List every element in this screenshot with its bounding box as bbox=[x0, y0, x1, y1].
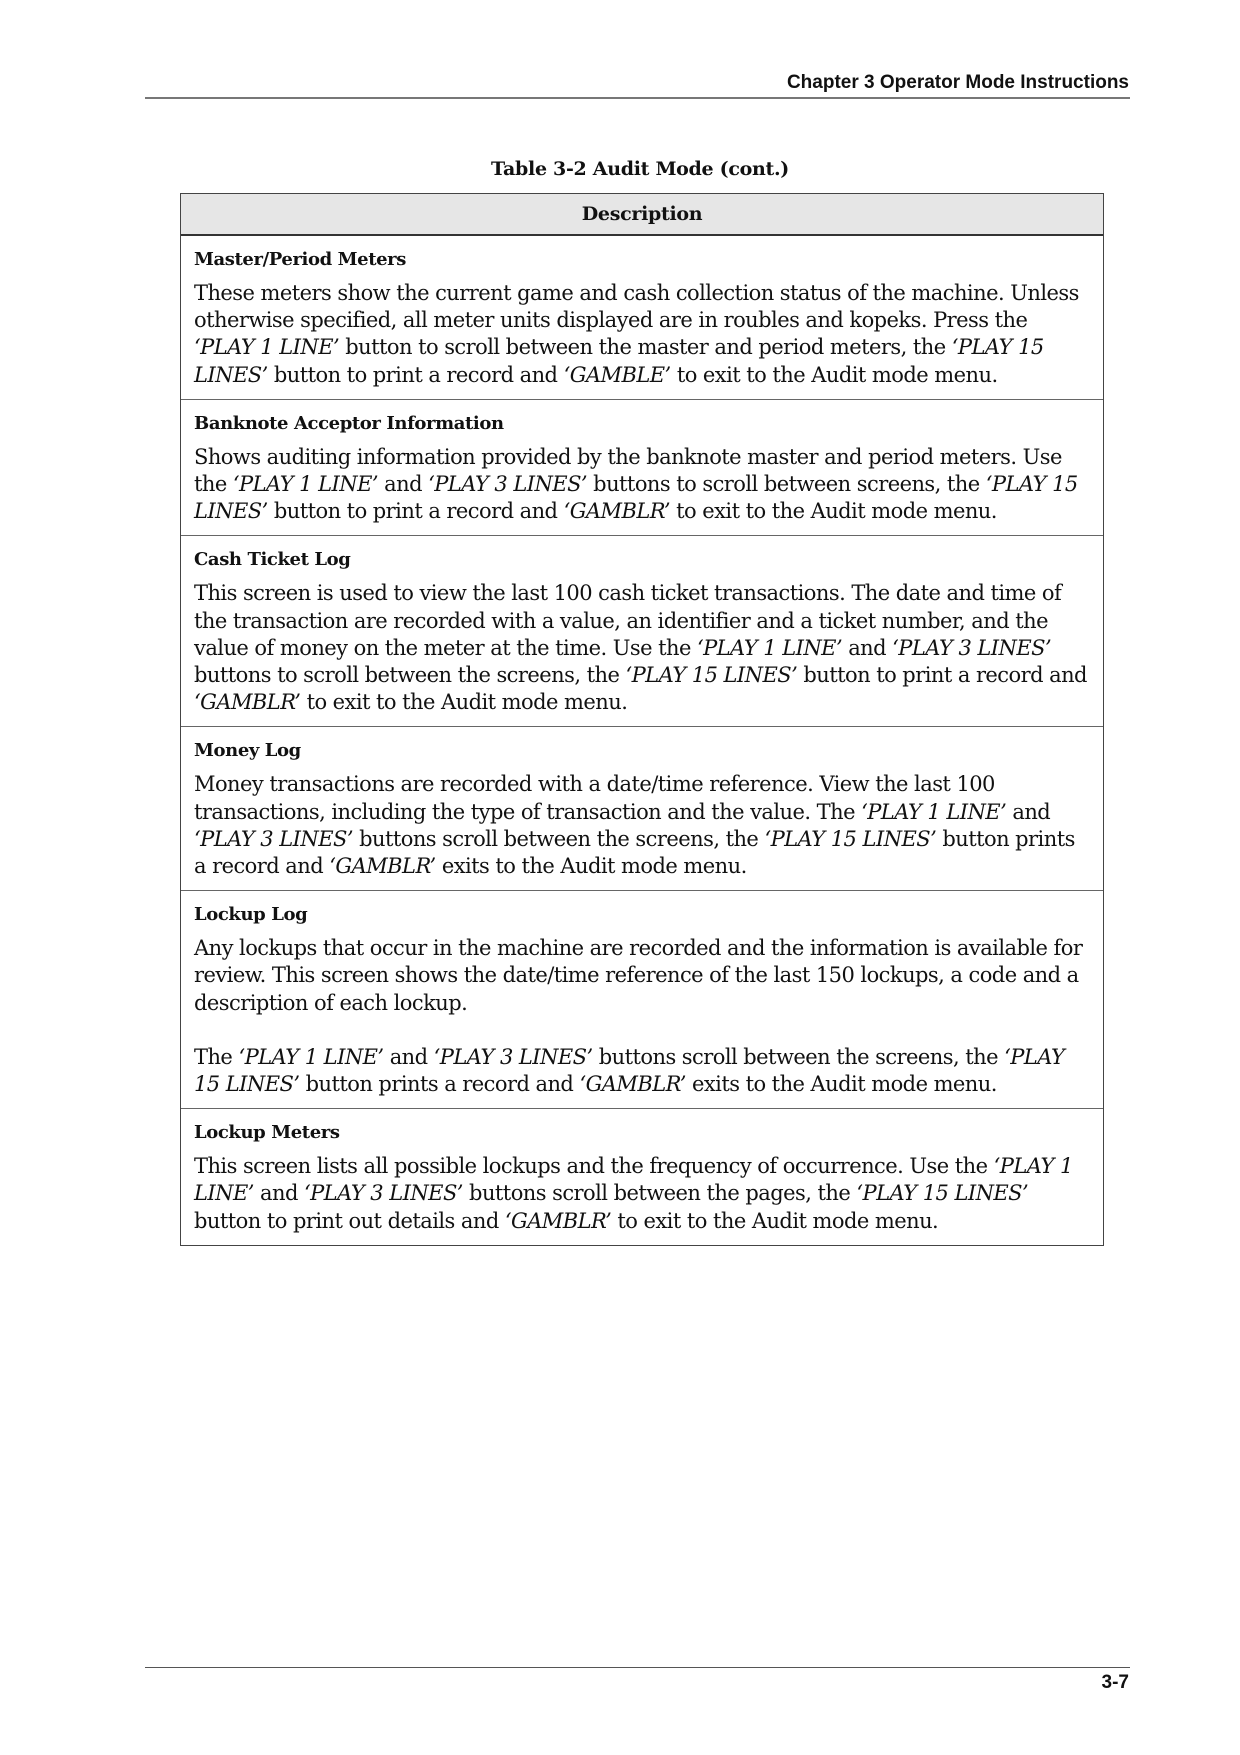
button-name-reference: ‘PLAY 3 LINES’ bbox=[303, 1181, 463, 1206]
button-name-reference: ‘PLAY 1 LINE’ bbox=[696, 635, 843, 660]
header-divider bbox=[145, 97, 1130, 99]
text-segment: button prints a record and bbox=[194, 826, 1075, 879]
description-paragraph bbox=[194, 771, 1090, 880]
button-name-reference: ‘PLAY 15 LINES’ bbox=[194, 1044, 1065, 1097]
text-segment: button to print a record and bbox=[267, 362, 564, 387]
text-segment: This screen is used to view the last 100 cash ticket transactions. The date and time of the transaction are recorded with a value, an identifier and a ticket number, and the value of money on the meter at the time. Use the bbox=[194, 581, 1062, 660]
button-name-reference: ‘PLAY 1 LINE’ bbox=[194, 335, 340, 360]
chapter-header-title: Chapter 3 Operator Mode Instructions bbox=[786, 72, 1129, 93]
text-segment: to exit to the Audit mode menu. bbox=[670, 499, 997, 524]
row-description bbox=[194, 1153, 1090, 1235]
button-name-reference: ‘GAMBLR’ bbox=[504, 1208, 612, 1233]
row-title: Banknote Acceptor Information bbox=[194, 412, 504, 434]
button-name-reference: ‘GAMBLR’ bbox=[329, 854, 436, 879]
audit-mode-table bbox=[180, 193, 1104, 1246]
row-description bbox=[194, 935, 1090, 1098]
text-segment: These meters show the current game and cash collection status of the machine. Unless otherwise specified, all meter units displayed are in roubles and kopeks. Press the bbox=[194, 281, 1079, 333]
text-segment: buttons scroll between the pages, the bbox=[462, 1181, 857, 1206]
text-segment: buttons scroll between the screens, the bbox=[352, 826, 765, 851]
button-name-reference: ‘PLAY 3 LINES’ bbox=[428, 472, 588, 497]
text-segment: button prints a record and bbox=[299, 1072, 580, 1097]
text-segment: button to print out details and bbox=[194, 1208, 505, 1233]
table-body bbox=[181, 236, 1103, 1245]
button-name-reference: ‘PLAY 15 LINES’ bbox=[194, 335, 1044, 387]
text-segment: to exit to the Audit mode menu. bbox=[611, 1208, 939, 1233]
row-title: Lockup Log bbox=[194, 904, 308, 926]
table-row bbox=[181, 890, 1103, 1108]
row-description bbox=[194, 771, 1090, 880]
description-paragraph bbox=[194, 1044, 1090, 1098]
description-paragraph bbox=[194, 580, 1090, 716]
button-name-reference: ‘PLAY 15 LINES’ bbox=[194, 472, 1078, 524]
text-segment: to exit to the Audit mode menu. bbox=[670, 362, 998, 387]
table-row bbox=[181, 399, 1103, 536]
button-name-reference: ‘PLAY 15 LINES’ bbox=[856, 1181, 1029, 1206]
description-paragraph bbox=[194, 444, 1090, 526]
text-segment: The bbox=[194, 1044, 239, 1069]
text-segment: buttons scroll between the screens, the bbox=[592, 1044, 1005, 1069]
table-row bbox=[181, 726, 1103, 890]
text-segment: buttons to scroll between the screens, the bbox=[194, 663, 626, 688]
row-description bbox=[194, 444, 1090, 526]
button-name-reference: ‘PLAY 3 LINES’ bbox=[892, 635, 1052, 660]
row-title: Money Log bbox=[194, 740, 301, 762]
button-name-reference: ‘GAMBLR’ bbox=[194, 690, 301, 715]
table-caption: Table 3-2 Audit Mode (cont.) bbox=[491, 158, 789, 180]
button-name-reference: ‘PLAY 3 LINES’ bbox=[194, 826, 353, 851]
description-paragraph bbox=[194, 935, 1090, 1017]
text-segment: Money transactions are recorded with a date/time reference. View the last 100 transactions, including the type of transaction and the value. The bbox=[194, 772, 995, 824]
button-name-reference: ‘GAMBLR’ bbox=[563, 499, 671, 524]
text-segment: and bbox=[1006, 799, 1051, 824]
row-title: Master/Period Meters bbox=[194, 249, 406, 270]
text-segment: Any lockups that occur in the machine are recorded and the information is available for review. This screen shows the date/time reference of the last 150 lockups, a code and a description of each lockup. bbox=[194, 936, 1083, 1015]
page-number: 3-7 bbox=[1101, 1672, 1129, 1693]
table-row bbox=[181, 236, 1103, 399]
button-name-reference: ‘PLAY 1 LINE’ bbox=[232, 472, 378, 497]
table-row bbox=[181, 535, 1103, 726]
table-row bbox=[181, 1108, 1103, 1245]
row-title: Cash Ticket Log bbox=[194, 549, 351, 571]
button-name-reference: ‘GAMBLR’ bbox=[579, 1072, 686, 1097]
table-column-header: Description bbox=[181, 194, 1103, 236]
row-title: Lockup Meters bbox=[194, 1122, 340, 1144]
button-name-reference: ‘PLAY 3 LINES’ bbox=[433, 1044, 593, 1069]
text-segment: This screen lists all possible lockups and the frequency of occurrence. Use the bbox=[194, 1154, 994, 1179]
row-description bbox=[194, 280, 1090, 389]
button-name-reference: ‘PLAY 15 LINES’ bbox=[764, 826, 937, 851]
text-segment: and bbox=[842, 635, 893, 660]
text-segment: and bbox=[253, 1181, 304, 1206]
text-segment: and bbox=[378, 472, 429, 497]
button-name-reference: ‘PLAY 1 LINE’ bbox=[861, 799, 1007, 824]
button-name-reference: ‘PLAY 1 LINE’ bbox=[238, 1044, 384, 1069]
text-segment: buttons to scroll between screens, the bbox=[587, 472, 986, 497]
text-segment: and bbox=[383, 1044, 434, 1069]
text-segment: button to print a record and bbox=[797, 663, 1087, 688]
row-description bbox=[194, 580, 1090, 716]
text-segment: button to scroll between the master and period meters, the bbox=[339, 335, 952, 360]
description-paragraph bbox=[194, 1153, 1090, 1235]
text-segment: button to print a record and bbox=[267, 499, 564, 524]
text-segment: exits to the Audit mode menu. bbox=[435, 854, 747, 879]
button-name-reference: ‘GAMBLE’ bbox=[563, 362, 671, 387]
text-segment: Shows auditing information provided by the banknote master and period meters. Use the bbox=[194, 444, 1062, 497]
button-name-reference: ‘PLAY 15 LINES’ bbox=[625, 663, 798, 688]
text-segment: exits to the Audit mode menu. bbox=[685, 1072, 997, 1097]
description-paragraph bbox=[194, 280, 1090, 389]
text-segment: to exit to the Audit mode menu. bbox=[300, 690, 628, 715]
button-name-reference: ‘PLAY 1 LINE’ bbox=[194, 1154, 1073, 1206]
footer-divider bbox=[145, 1667, 1130, 1668]
